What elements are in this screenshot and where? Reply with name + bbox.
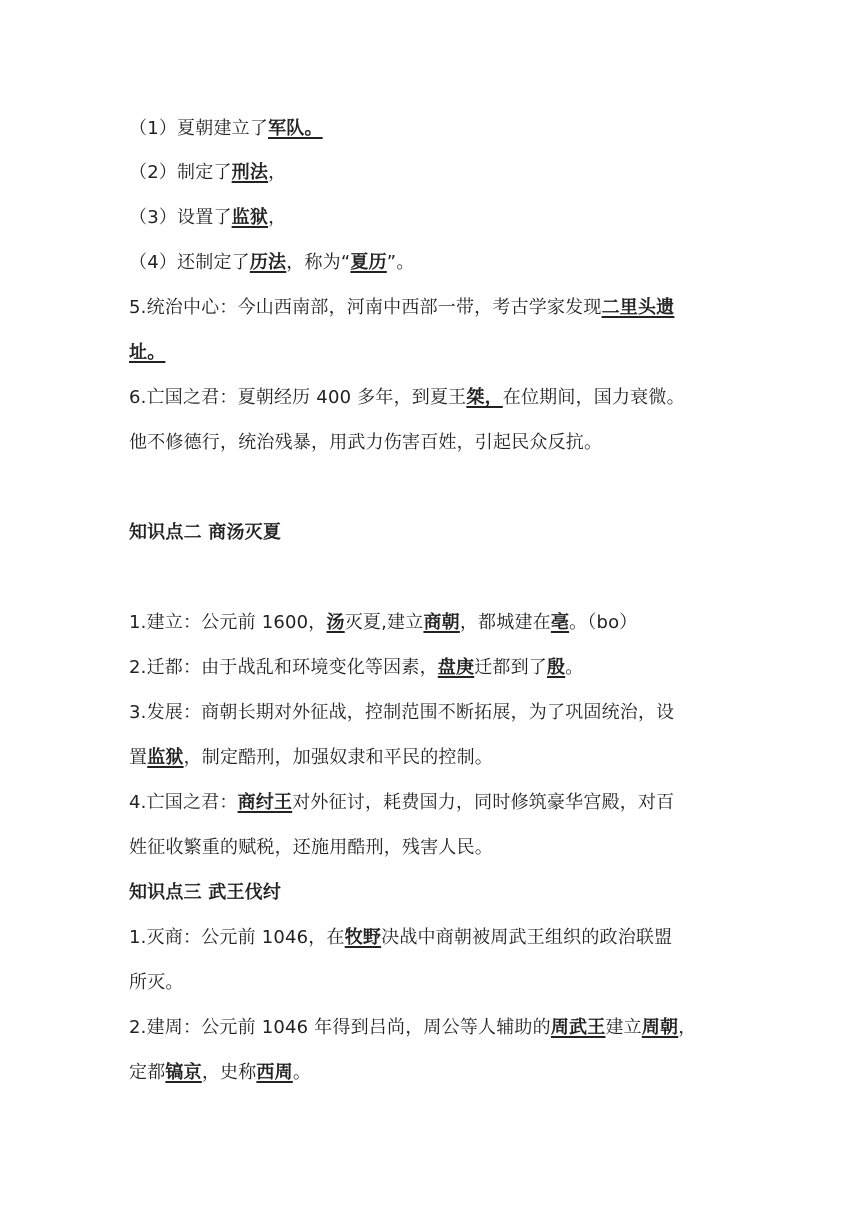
text-run: 。（bo） — [569, 612, 638, 633]
keyword-underlined: 址。 — [129, 342, 166, 363]
keyword-underlined: 商朝 — [423, 612, 460, 633]
text-run: ，称为“ — [286, 252, 351, 273]
text-run: 3.发展：商朝长期对外征战，控制范围不断拓展，为了巩固统治，设 — [129, 702, 675, 723]
text-run: ”。 — [386, 252, 415, 273]
text-run: 2.建周：公元前 1046 年得到吕尚，周公等人辅助的 — [129, 1017, 551, 1038]
text-line — [129, 1016, 696, 1040]
text-run: ， — [268, 207, 287, 228]
keyword-underlined: 历法 — [249, 252, 287, 273]
text-run: ，制定酷刑，加强奴隶和平民的控制。 — [183, 747, 494, 768]
text-run: 1.建立：公元前 1600， — [129, 612, 327, 633]
text-run: 5.统治中心：今山西南部，河南中西部一带，考古学家发现 — [129, 297, 602, 318]
text-run: （1）夏朝建立了 — [129, 118, 269, 139]
text-run: （3）设置了 — [129, 207, 232, 228]
text-line — [129, 656, 583, 680]
text-run: 灭夏,建立 — [344, 612, 424, 633]
keyword-underlined: 汤 — [326, 612, 345, 633]
text-run: 定都 — [129, 1062, 166, 1083]
keyword-underlined: 商纣王 — [237, 792, 293, 813]
section-heading: 知识点三 武王伐纣 — [129, 882, 282, 903]
text-line — [129, 881, 281, 905]
text-run: 迁都到了 — [474, 657, 547, 678]
keyword-underlined: 亳 — [550, 612, 570, 633]
section-heading: 知识点二 商汤灭夏 — [129, 522, 282, 543]
text-run: 6.亡国之君：夏朝经历 400 多年，到夏王 — [129, 387, 467, 408]
text-run: （2）制定了 — [129, 162, 232, 183]
text-run: ，史称 — [201, 1062, 257, 1083]
text-run: ， — [268, 162, 287, 183]
text-line — [129, 341, 165, 365]
keyword-underlined: 殷 — [547, 657, 566, 678]
keyword-underlined: 监狱 — [231, 207, 269, 228]
text-run: ，都城建在 — [459, 612, 551, 633]
keyword-underlined: 牧野 — [344, 927, 382, 948]
keyword-underlined: 桀， — [466, 387, 503, 408]
text-run: 。 — [565, 657, 584, 678]
keyword-underlined: 周朝 — [641, 1017, 679, 1038]
text-run: 他不修德行，统治残暴，用武力伤害百姓，引起民众反抗。 — [129, 432, 603, 453]
text-line — [129, 746, 493, 770]
text-run: 1.灭商：公元前 1046，在 — [129, 927, 345, 948]
text-line — [129, 791, 674, 815]
text-line — [129, 296, 674, 320]
keyword-underlined: 监狱 — [147, 747, 184, 768]
text-line — [129, 431, 602, 455]
text-run: 。 — [292, 1062, 312, 1083]
keyword-underlined: 镐京 — [165, 1062, 202, 1083]
keyword-underlined: 军队。 — [268, 118, 323, 139]
text-line — [129, 521, 281, 545]
text-line — [129, 386, 685, 410]
text-line — [129, 161, 286, 185]
text-run: 置 — [129, 747, 148, 768]
keyword-underlined: 刑法 — [231, 162, 269, 183]
text-line — [129, 117, 323, 141]
text-line — [129, 926, 672, 950]
text-line — [129, 206, 286, 230]
keyword-underlined: 盘庚 — [437, 657, 475, 678]
text-run: ， — [678, 1017, 697, 1038]
text-run: 在位期间，国力衰微。 — [502, 387, 685, 408]
text-run: 所灭。 — [129, 972, 184, 993]
text-run: （4）还制定了 — [129, 252, 250, 273]
text-line — [129, 251, 415, 275]
text-run: 建立 — [605, 1017, 642, 1038]
text-run: 姓征收繁重的赋税，还施用酷刑，残害人民。 — [129, 837, 493, 858]
keyword-underlined: 夏历 — [350, 252, 387, 273]
text-line — [129, 971, 184, 995]
text-line — [129, 836, 493, 860]
text-line — [129, 701, 674, 725]
text-run: 对外征讨，耗费国力，同时修筑豪华宫殿，对百 — [292, 792, 675, 813]
keyword-underlined: 西周 — [256, 1062, 293, 1083]
text-run: 决战中商朝被周武王组织的政治联盟 — [381, 927, 673, 948]
keyword-underlined: 周武王 — [550, 1017, 606, 1038]
text-line — [129, 1061, 311, 1085]
text-run: 2.迁都：由于战乱和环境变化等因素， — [129, 657, 438, 678]
keyword-underlined: 二里头遗 — [601, 297, 675, 318]
text-line — [129, 611, 638, 635]
text-run: 4.亡国之君： — [129, 792, 238, 813]
